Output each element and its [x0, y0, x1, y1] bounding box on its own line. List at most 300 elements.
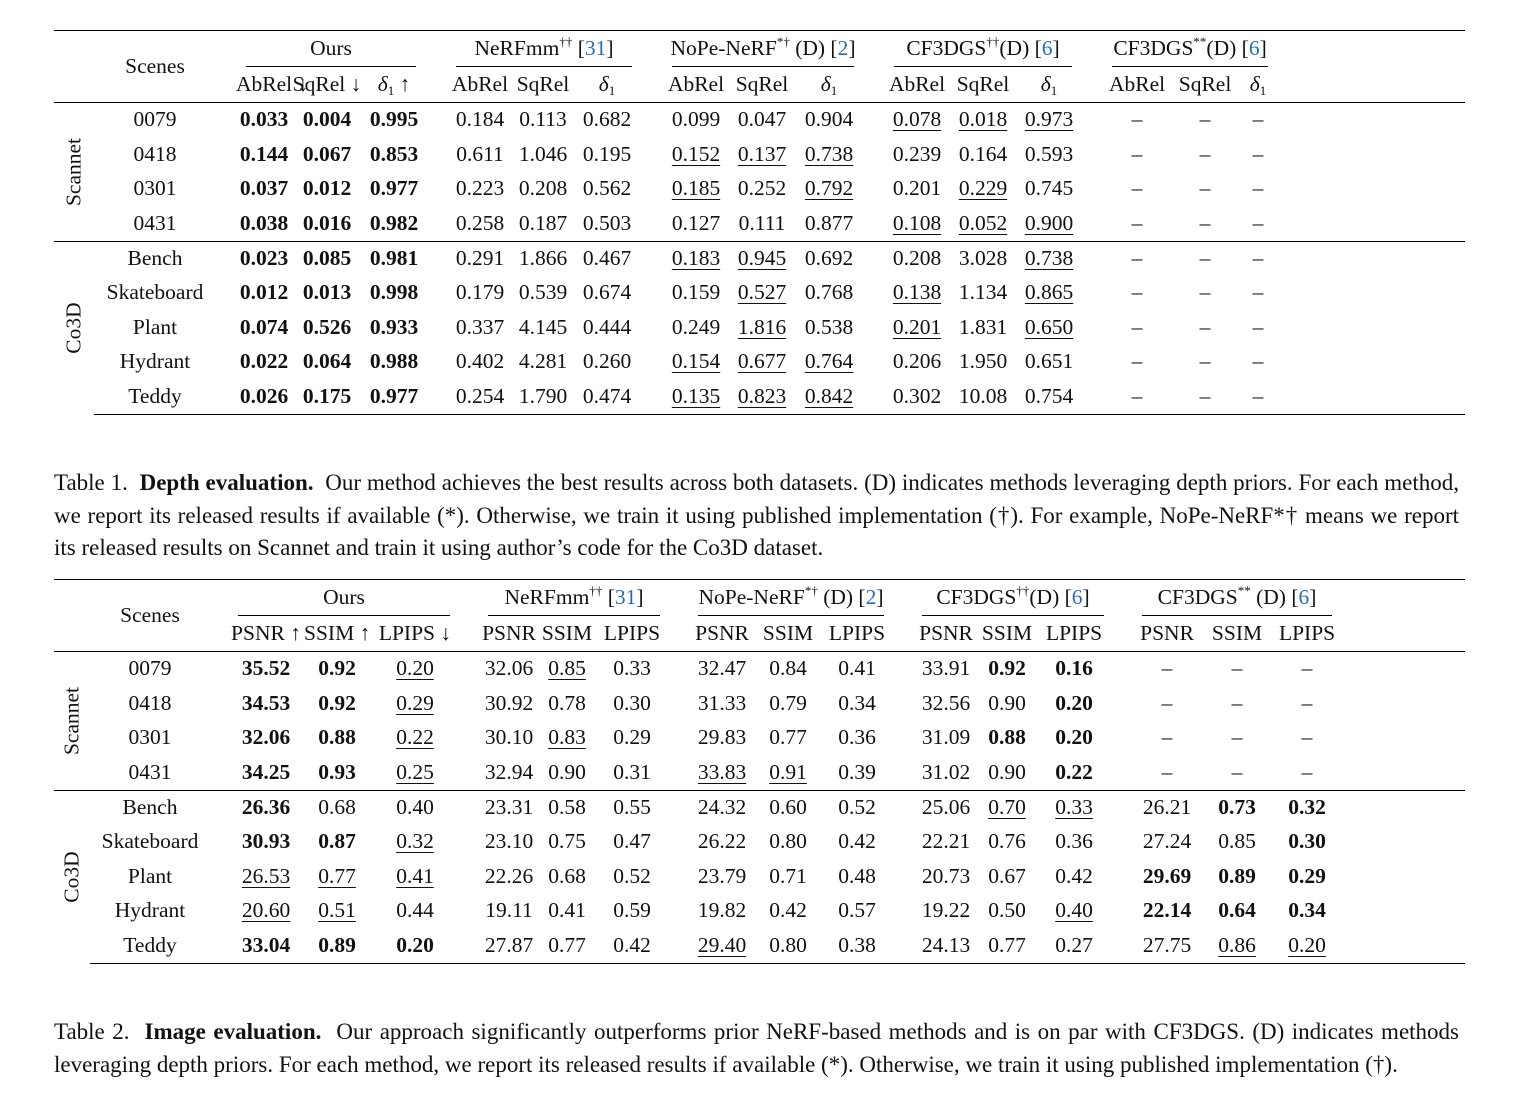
group-gap [670, 616, 688, 652]
corner-cell [54, 31, 94, 68]
metric-value [594, 686, 670, 720]
metric-value [1238, 310, 1278, 344]
method-name: Ours [323, 585, 365, 610]
group-gap [426, 103, 446, 138]
group-gap [210, 790, 228, 825]
group-gap [894, 755, 912, 790]
metric-value [756, 859, 820, 893]
cell-value: 0.252 [737, 176, 787, 201]
cell-value: 0.900 [1024, 210, 1074, 235]
cell-value: – [1231, 656, 1243, 681]
group-gap [216, 103, 236, 138]
caption-label: Table 1. [54, 470, 128, 495]
metric-value [688, 859, 756, 893]
metric-value [236, 172, 292, 206]
group-gap [460, 825, 478, 859]
cell-value: 1.950 [958, 349, 1008, 374]
metric-value [1202, 686, 1272, 720]
group-gap [670, 652, 688, 687]
cell-value: 0.249 [671, 314, 721, 339]
metric-header [514, 67, 572, 103]
group-gap [210, 825, 228, 859]
cell-value: 0.768 [804, 280, 854, 305]
metric-label: AbRel [451, 71, 509, 96]
cell-value: 0.75 [548, 829, 586, 854]
table-row [54, 894, 1465, 928]
table-row [54, 721, 1465, 755]
group-gap [642, 310, 662, 344]
cell-value: 0.27 [1055, 932, 1093, 957]
metric-value [370, 686, 460, 720]
cell-value: 0.012 [302, 176, 352, 201]
metric-value [1016, 172, 1082, 206]
group-gap [894, 686, 912, 720]
group-gap [670, 825, 688, 859]
metric-value [594, 790, 670, 825]
metric-value [478, 686, 540, 720]
cell-value: – [1301, 759, 1313, 784]
group-gap [426, 206, 446, 241]
scene-name: 0079 [133, 107, 177, 132]
cell-value: 0.402 [455, 349, 505, 374]
method-note: (D) [789, 36, 831, 61]
metric-value [884, 103, 950, 138]
metric-value [362, 206, 426, 241]
metric-value [572, 172, 642, 206]
metric-value [950, 345, 1016, 379]
cell-value: 23.31 [484, 795, 534, 819]
metric-value [980, 894, 1034, 928]
metric-value [540, 928, 594, 963]
group-gap [1114, 755, 1132, 790]
metric-value [1034, 652, 1114, 687]
method-group-header: CF3DGS**(D) [6] [1102, 31, 1278, 68]
cell-value: – [1131, 141, 1143, 166]
metric-label: PSNR [482, 620, 536, 645]
metric-value [1272, 652, 1342, 687]
metric-value [446, 310, 514, 344]
metric-value [756, 790, 820, 825]
metric-value [292, 103, 362, 138]
citation-link: 6 [1071, 585, 1083, 610]
scene-name: Plant [127, 863, 173, 888]
metric-value [1132, 928, 1202, 963]
group-gap [426, 379, 446, 414]
group-gap [460, 580, 478, 617]
metric-value [1272, 894, 1342, 928]
cell-value: 0.538 [804, 314, 854, 339]
cell-value: 0.20 [396, 932, 434, 957]
cell-value: – [1199, 383, 1211, 408]
cell-value: 0.64 [1218, 898, 1256, 923]
group-gap [210, 859, 228, 893]
metric-value [730, 172, 794, 206]
metric-value [950, 206, 1016, 241]
cell-value: 19.82 [697, 898, 747, 923]
filler [1342, 755, 1465, 790]
metric-value [794, 379, 864, 414]
cell-value: 31.02 [921, 759, 971, 784]
metric-value [1016, 206, 1082, 241]
cell-value: 26.36 [241, 795, 291, 819]
filler [1278, 276, 1465, 310]
metric-value [1034, 928, 1114, 963]
metric-value [236, 345, 292, 379]
metric-value [884, 172, 950, 206]
metric-value [446, 345, 514, 379]
metric-value [950, 172, 1016, 206]
metric-value [730, 379, 794, 414]
group-gap [426, 276, 446, 310]
metric-label: LPIPS ↓ [378, 620, 452, 645]
metric-value [514, 276, 572, 310]
filler [1278, 241, 1465, 276]
table-row [54, 276, 1465, 310]
cell-value: 29.69 [1142, 863, 1192, 888]
cell-value: 33.83 [697, 759, 747, 784]
metric-value [912, 894, 980, 928]
caption-label: Table 2. [54, 1019, 130, 1044]
table-row [54, 859, 1465, 893]
cell-value: 31.09 [921, 725, 971, 750]
metric-header [980, 616, 1034, 652]
citation-link: 2 [865, 585, 877, 610]
metric-value [1016, 310, 1082, 344]
cell-value: – [1252, 349, 1264, 374]
cell-value: 0.41 [396, 863, 434, 888]
cell-value: 0.20 [1055, 690, 1093, 715]
group-gap [460, 790, 478, 825]
group-gap [864, 206, 884, 241]
scene-name: 0418 [133, 141, 177, 166]
metric-value [1172, 206, 1238, 241]
cell-value: – [1131, 349, 1143, 374]
metric-value [820, 686, 894, 720]
dataset-label-cell [54, 790, 90, 963]
cell-value: 0.77 [988, 932, 1026, 957]
cell-value: 0.36 [838, 725, 876, 750]
dataset-label-cell [54, 652, 90, 791]
cell-value: 0.32 [1288, 795, 1326, 819]
cell-value: 0.995 [369, 107, 419, 132]
group-gap [1082, 241, 1102, 276]
metric-value [1034, 825, 1114, 859]
metric-value [980, 928, 1034, 963]
cell-value: – [1131, 314, 1143, 339]
method-marks: *† [776, 34, 790, 50]
cell-value: 0.004 [302, 107, 352, 132]
cell-value: 0.593 [1024, 141, 1074, 166]
cell-value: 0.79 [769, 690, 807, 715]
group-gap [210, 616, 228, 652]
group-gap [894, 859, 912, 893]
cell-value: 0.154 [671, 349, 721, 374]
cell-value: 0.52 [613, 863, 651, 888]
group-gap [210, 721, 228, 755]
cell-value: – [1199, 246, 1211, 270]
cell-value: 0.88 [988, 725, 1026, 750]
group-gap [426, 345, 446, 379]
cell-value: 0.38 [838, 932, 876, 957]
cell-value: 0.682 [582, 107, 632, 132]
metric-value [446, 379, 514, 414]
metric-value [292, 345, 362, 379]
metric-label: SqRel [956, 71, 1010, 96]
cell-value: 0.982 [369, 210, 419, 235]
metric-value [820, 790, 894, 825]
metric-value [1102, 379, 1172, 414]
group-gap [1082, 345, 1102, 379]
method-group-header [236, 31, 426, 68]
metric-value [228, 755, 304, 790]
metric-value [292, 310, 362, 344]
cell-value: 0.73 [1218, 795, 1256, 819]
cell-value: 0.34 [1288, 898, 1326, 923]
metric-value [820, 721, 894, 755]
group-gap [642, 276, 662, 310]
cell-value: 0.33 [613, 656, 651, 681]
group-gap [1082, 379, 1102, 414]
table-row [54, 206, 1465, 241]
metric-value [304, 755, 370, 790]
method-note: (D) [1250, 585, 1292, 610]
group-gap [216, 67, 236, 103]
cell-value: 0.39 [838, 759, 876, 784]
cell-value: 23.10 [484, 829, 534, 854]
method-group-header: NeRFmm†† [31] [478, 580, 670, 617]
cell-value: 0.90 [548, 759, 586, 784]
metric-value [1132, 859, 1202, 893]
group-gap [642, 379, 662, 414]
metric-value [514, 103, 572, 138]
cell-value: 0.611 [456, 141, 504, 166]
cell-value: 0.842 [804, 383, 854, 408]
metric-value [370, 652, 460, 687]
cell-value: – [1199, 210, 1211, 235]
cell-value: – [1161, 690, 1173, 715]
metric-header [950, 67, 1016, 103]
cell-value: 0.988 [369, 349, 419, 374]
cell-value: 0.68 [548, 863, 586, 888]
cell-value: 0.90 [988, 690, 1026, 715]
metric-value [572, 379, 642, 414]
cell-value: 22.14 [1142, 898, 1192, 923]
metric-value [1272, 928, 1342, 963]
cell-value: 19.22 [921, 898, 971, 923]
cell-value: 0.31 [613, 759, 651, 784]
cell-value: 1.816 [737, 314, 787, 339]
cell-value: 0.80 [769, 829, 807, 854]
cell-value: 30.93 [241, 829, 291, 854]
filler [1342, 894, 1465, 928]
group-gap [426, 310, 446, 344]
citation-link: 31 [614, 585, 637, 610]
metric-value [1034, 790, 1114, 825]
cell-value: 33.04 [241, 932, 291, 957]
metric-value [1202, 721, 1272, 755]
group-gap [460, 894, 478, 928]
metric-value [1034, 721, 1114, 755]
cell-value: 0.738 [804, 141, 854, 166]
cell-value: 0.20 [1288, 932, 1326, 957]
cell-value: 0.36 [1055, 829, 1093, 854]
metric-value [514, 345, 572, 379]
filler [1278, 103, 1465, 138]
cell-value: 0.29 [613, 725, 651, 750]
cell-value: 34.25 [241, 759, 291, 784]
metric-value [884, 379, 950, 414]
table-1-depth-evaluation [54, 30, 1465, 415]
metric-header [662, 67, 730, 103]
cell-value: 0.41 [548, 898, 586, 923]
group-gap [864, 241, 884, 276]
metric-value [478, 928, 540, 963]
metric-label: $\delta_1$ ↑ [377, 71, 411, 98]
metric-header [362, 67, 426, 103]
group-gap [894, 894, 912, 928]
cell-value: 0.93 [318, 759, 356, 784]
cell-value: 0.80 [769, 932, 807, 957]
method-note: (D) [817, 585, 859, 610]
cell-value: 0.033 [239, 107, 289, 132]
cell-value: – [1252, 383, 1264, 408]
cell-value: 0.677 [737, 349, 787, 374]
cell-value: 0.42 [838, 829, 876, 854]
cell-value: 0.55 [613, 795, 651, 819]
metric-header [478, 616, 540, 652]
dataset-label: Co3D [61, 302, 86, 354]
metric-value [662, 103, 730, 138]
table-2-image-evaluation [54, 579, 1465, 964]
metric-label: $\delta_1$ [820, 71, 838, 98]
cell-value: 22.21 [921, 829, 971, 854]
cell-value: 0.527 [737, 280, 787, 305]
cell-value: 30.10 [484, 725, 534, 750]
cell-value: 0.877 [804, 210, 854, 235]
table-row [54, 379, 1465, 414]
table-row [54, 928, 1465, 963]
cell-value: 10.08 [958, 383, 1008, 408]
cell-value: – [1131, 246, 1143, 270]
table-row [54, 686, 1465, 720]
dataset-label-cell [54, 103, 94, 242]
cell-value: 0.651 [1024, 349, 1074, 374]
metric-label: LPIPS [828, 620, 886, 645]
cell-value: 0.40 [1055, 898, 1093, 923]
cell-value: 0.187 [518, 210, 568, 235]
scene-name: 0431 [128, 759, 172, 784]
cell-value: 0.42 [769, 898, 807, 923]
scene-name: Plant [132, 314, 178, 339]
metric-value [478, 859, 540, 893]
citation-link: 6 [1041, 36, 1053, 61]
group-gap [1082, 67, 1102, 103]
metric-value [912, 652, 980, 687]
method-group-header: NoPe-NeRF*† (D) [2] [688, 580, 894, 617]
cell-value: – [1252, 107, 1264, 132]
metric-value [594, 894, 670, 928]
cell-value: 0.111 [738, 210, 786, 235]
group-gap [210, 928, 228, 963]
metric-value [1272, 755, 1342, 790]
metric-value [540, 721, 594, 755]
metric-value [446, 206, 514, 241]
corner-cell [54, 580, 90, 617]
table-row [54, 310, 1465, 344]
metric-label: SqRel ↓ [292, 71, 362, 96]
metric-value [478, 825, 540, 859]
metric-value [370, 859, 460, 893]
metric-value [688, 825, 756, 859]
metric-value [688, 721, 756, 755]
metric-value [794, 241, 864, 276]
metric-value [370, 721, 460, 755]
metric-value [540, 686, 594, 720]
cell-value: 0.023 [239, 246, 289, 270]
metric-value [950, 241, 1016, 276]
group-gap [460, 859, 478, 893]
metric-value [572, 206, 642, 241]
group-gap [642, 103, 662, 138]
group-gap [210, 652, 228, 687]
metric-value [756, 894, 820, 928]
metric-value [362, 310, 426, 344]
group-gap [864, 379, 884, 414]
table-row [54, 825, 1465, 859]
table-row [54, 652, 1465, 687]
cell-value: 4.281 [518, 349, 568, 374]
cell-value: 1.831 [958, 314, 1008, 339]
cell-value: 0.183 [671, 246, 721, 270]
metric-value [688, 894, 756, 928]
metric-label: SqRel [1178, 71, 1232, 96]
cell-value: 0.159 [671, 280, 721, 305]
cell-value: 32.94 [484, 759, 534, 784]
cell-value: 0.503 [582, 210, 632, 235]
metric-header [1102, 67, 1172, 103]
group-gap [1082, 103, 1102, 138]
cell-value: 0.981 [369, 246, 419, 270]
cell-value: – [1231, 725, 1243, 750]
group-gap [216, 137, 236, 171]
method-group-header: NoPe-NeRF*† (D) [2] [662, 31, 864, 68]
metric-label: LPIPS [1045, 620, 1103, 645]
cell-value: 25.06 [921, 795, 971, 819]
group-gap [1082, 310, 1102, 344]
filler [1278, 137, 1465, 171]
metric-value [1238, 276, 1278, 310]
cell-value: 0.977 [369, 176, 419, 201]
cell-value: 0.25 [396, 759, 434, 784]
corner-cell [54, 67, 94, 103]
cell-value: – [1161, 725, 1173, 750]
cell-value: 0.291 [455, 246, 505, 270]
group-gap [1114, 894, 1132, 928]
cell-value: 24.13 [921, 932, 971, 957]
cell-value: 0.085 [302, 246, 352, 270]
cell-value: 0.58 [548, 795, 586, 819]
metric-label: PSNR [919, 620, 973, 645]
metric-label: SSIM [762, 620, 814, 645]
cell-value: 24.32 [697, 795, 747, 819]
method-name: NeRFmm [474, 36, 560, 61]
cell-value: – [1161, 656, 1173, 681]
metric-value [446, 172, 514, 206]
metric-value [304, 686, 370, 720]
group-gap [216, 241, 236, 276]
metric-value [228, 928, 304, 963]
metric-value [1102, 310, 1172, 344]
